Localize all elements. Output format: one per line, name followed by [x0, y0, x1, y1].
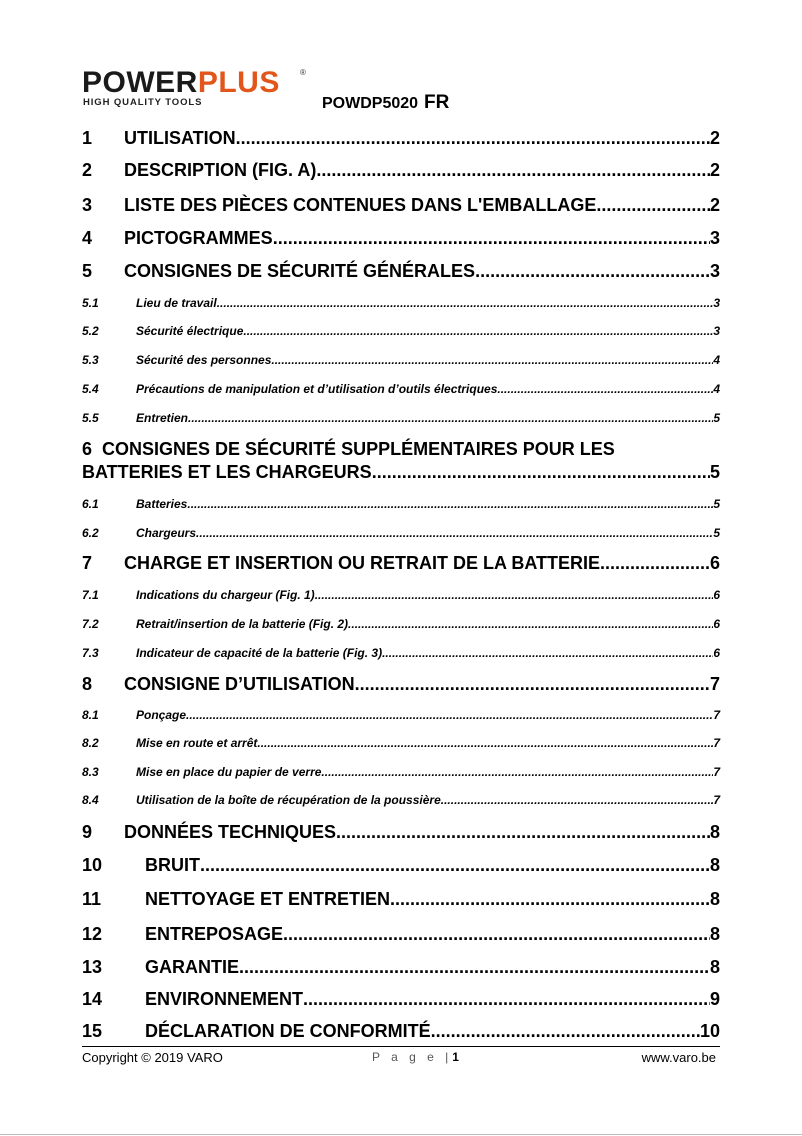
- brand-wordmark: [82, 68, 280, 98]
- toc-number: 7.2: [82, 617, 99, 631]
- toc-page: 2: [709, 128, 720, 148]
- toc-page: 8: [709, 924, 720, 944]
- toc-entry-7-3[interactable]: [82, 646, 720, 662]
- toc-page: 2: [709, 160, 720, 180]
- toc-leader: [497, 382, 713, 396]
- toc-page: 5: [713, 497, 720, 511]
- toc-entry-10[interactable]: [82, 855, 720, 879]
- toc-title: Entretien: [136, 411, 189, 425]
- toc-page: 3: [709, 261, 720, 281]
- toc-leader: [283, 924, 710, 945]
- toc-leader: [355, 674, 710, 695]
- toc-page: 7: [713, 736, 720, 750]
- toc-entry-5[interactable]: [82, 261, 720, 285]
- toc-leader: [348, 617, 713, 631]
- toc-entry-8-1[interactable]: [82, 708, 720, 724]
- toc-page: 8: [709, 855, 720, 875]
- toc-entry-14[interactable]: [82, 989, 720, 1013]
- toc-entry-13[interactable]: [82, 957, 720, 981]
- toc-title: Retrait/insertion de la batterie (Fig. 2): [136, 617, 349, 631]
- toc-title: Utilisation de la boîte de récupération de la poussière: [136, 793, 441, 807]
- toc-page: 7: [709, 674, 720, 694]
- toc-title: Chargeurs: [136, 526, 197, 540]
- model-number: POWDP5020: [322, 95, 419, 112]
- toc-number: 6: [82, 439, 93, 459]
- toc-number: 13: [82, 957, 103, 977]
- toc-number: 10: [82, 855, 103, 875]
- toc-leader: [236, 128, 710, 149]
- toc-leader: [441, 793, 714, 807]
- brand-tagline: HIGH QUALITY TOOLS: [83, 97, 203, 108]
- toc-page: 6: [713, 588, 720, 602]
- toc-number: 2: [82, 160, 93, 180]
- toc-title: DONNÉES TECHNIQUES: [124, 822, 337, 842]
- toc-page: 6: [713, 617, 720, 631]
- footer-page-label: P a g e |: [372, 1050, 453, 1064]
- toc-title: DÉCLARATION DE CONFORMITÉ: [145, 1021, 431, 1041]
- toc-page: 3: [713, 296, 720, 310]
- toc-number: 6.1: [82, 497, 99, 511]
- toc-page: 7: [713, 793, 720, 807]
- toc-leader: [273, 228, 710, 249]
- toc-entry-3[interactable]: [82, 195, 720, 219]
- toc-title: Indicateur de capacité de la batterie (Fig. 3): [136, 646, 383, 660]
- toc-leader: [196, 526, 713, 540]
- toc-number: 8: [82, 674, 93, 694]
- footer-website: www.varo.be: [641, 1050, 716, 1065]
- toc-leader: [321, 765, 713, 779]
- toc-page: 8: [709, 889, 720, 909]
- toc-title: Sécurité des personnes: [136, 353, 272, 367]
- toc-leader: [475, 261, 710, 282]
- toc-number: 7.1: [82, 588, 99, 602]
- toc-entry-5-1[interactable]: [82, 296, 720, 312]
- toc-number: 8.1: [82, 708, 99, 722]
- toc-page: 8: [709, 957, 720, 977]
- toc-title: Ponçage: [136, 708, 187, 722]
- toc-page: 7: [713, 765, 720, 779]
- brand-wordmark-part1: POWER: [82, 66, 198, 99]
- toc-leader: [336, 822, 710, 843]
- toc-number: 6.2: [82, 526, 99, 540]
- page-bottom-edge: [0, 1134, 802, 1135]
- toc-page: 9: [709, 989, 720, 1009]
- toc-title: Sécurité électrique: [136, 324, 244, 338]
- toc-page: 4: [713, 353, 720, 367]
- toc-entry-5-4[interactable]: [82, 382, 720, 398]
- toc-leader: [200, 855, 710, 876]
- toc-page: 6: [713, 646, 720, 660]
- footer-divider: [82, 1046, 720, 1047]
- toc-number: 14: [82, 989, 103, 1009]
- toc-leader: [596, 195, 710, 216]
- toc-leader: [186, 708, 713, 722]
- toc-entry-7[interactable]: [82, 553, 720, 577]
- toc-leader: [188, 411, 713, 425]
- toc-number: 11: [82, 889, 102, 909]
- toc-leader: [271, 353, 713, 367]
- toc-title: NETTOYAGE ET ENTRETIEN: [145, 889, 391, 909]
- toc-number: 5.5: [82, 411, 99, 425]
- toc-entry-15[interactable]: [82, 1021, 720, 1045]
- toc-leader: [239, 957, 710, 978]
- toc-number: 8.2: [82, 736, 99, 750]
- toc-entry-8-2[interactable]: [82, 736, 720, 752]
- toc-title: Batteries: [136, 497, 188, 511]
- toc-number: 3: [82, 195, 93, 215]
- toc-number: 8.4: [82, 793, 99, 807]
- toc-entry-8-4[interactable]: [82, 793, 720, 809]
- toc-page: 5: [713, 411, 720, 425]
- toc-title: CHARGE ET INSERTION OU RETRAIT DE LA BATTERIE: [124, 553, 601, 573]
- toc-page: 2: [709, 195, 720, 215]
- toc-page: 4: [713, 382, 720, 396]
- toc-leader: [217, 296, 714, 310]
- toc-number: 5.3: [82, 353, 99, 367]
- toc-number: 5.4: [82, 382, 99, 396]
- toc-number: 5.2: [82, 324, 99, 338]
- toc-entry-4[interactable]: [82, 228, 720, 252]
- toc-title: ENVIRONNEMENT: [145, 989, 304, 1009]
- toc-entry-8[interactable]: [82, 674, 720, 698]
- toc-entry-6-2[interactable]: [82, 526, 720, 542]
- toc-title: PICTOGRAMMES: [124, 228, 273, 248]
- toc-leader: [431, 1021, 700, 1042]
- toc-leader: [390, 889, 710, 910]
- toc-entry-11[interactable]: [82, 889, 720, 913]
- toc-number: 4: [82, 228, 93, 248]
- toc-page: 10: [699, 1021, 720, 1041]
- toc-title: Mise en route et arrêt: [136, 736, 258, 750]
- toc-entry-6-line1[interactable]: [82, 439, 720, 463]
- footer-page-indicator: [372, 1050, 459, 1064]
- language-code: FR: [424, 92, 450, 113]
- toc-title: Mise en place du papier de verre: [136, 765, 322, 779]
- toc-leader: [257, 736, 713, 750]
- toc-page: 6: [709, 553, 720, 573]
- toc-page: 3: [713, 324, 720, 338]
- toc-title: LISTE DES PIÈCES CONTENUES DANS L'EMBALLAGE: [124, 195, 597, 215]
- toc-number: 1: [82, 128, 93, 148]
- toc-entry-1[interactable]: [82, 128, 720, 152]
- toc-leader: [243, 324, 713, 338]
- toc-entry-9[interactable]: [82, 822, 720, 846]
- toc-title: Indications du chargeur (Fig. 1): [136, 588, 315, 602]
- toc-title: CONSIGNES DE SÉCURITÉ SUPPLÉMENTAIRES POUR LES: [102, 439, 615, 459]
- toc-entry-8-3[interactable]: [82, 765, 720, 781]
- toc-leader: [382, 646, 713, 660]
- toc-leader: [315, 588, 714, 602]
- footer-copyright: Copyright © 2019 VARO: [82, 1050, 223, 1065]
- toc-title: DESCRIPTION (FIG. A): [124, 160, 317, 180]
- toc-number: 7: [82, 553, 93, 573]
- toc-title: Précautions de manipulation et d’utilisation d’outils électriques: [136, 382, 498, 396]
- toc-title: ENTREPOSAGE: [145, 924, 284, 944]
- toc-title: BATTERIES ET LES CHARGEURS: [82, 462, 372, 482]
- toc-number: 8.3: [82, 765, 99, 779]
- toc-entry-2[interactable]: [82, 160, 720, 184]
- brand-logo: [82, 68, 312, 110]
- toc-leader: [372, 462, 710, 483]
- toc-title: CONSIGNE D’UTILISATION: [124, 674, 355, 694]
- brand-registered-mark: ®: [300, 68, 306, 77]
- toc-number: 5.1: [82, 296, 99, 310]
- toc-entry-6-line2[interactable]: [82, 462, 720, 486]
- toc-title: Lieu de travail: [136, 296, 217, 310]
- toc-entry-5-2[interactable]: [82, 324, 720, 340]
- toc-page: 8: [709, 822, 720, 842]
- toc-entry-12[interactable]: [82, 924, 720, 948]
- toc-leader: [316, 160, 710, 181]
- toc-entry-6-1[interactable]: [82, 497, 720, 513]
- model-heading: [322, 92, 449, 114]
- toc-leader: [600, 553, 710, 574]
- brand-wordmark-part2: PLUS: [197, 66, 280, 99]
- toc-entry-5-5[interactable]: [82, 411, 720, 427]
- toc-leader: [303, 989, 710, 1010]
- footer-page-number: 1: [452, 1050, 459, 1064]
- toc-leader: [187, 497, 713, 511]
- toc-title: UTILISATION: [124, 128, 236, 148]
- toc-number: 7.3: [82, 646, 99, 660]
- toc-entry-7-1[interactable]: [82, 588, 720, 604]
- toc-entry-7-2[interactable]: [82, 617, 720, 633]
- toc-page: 3: [709, 228, 720, 248]
- toc-page: 7: [713, 708, 720, 722]
- toc-number: 15: [82, 1021, 103, 1041]
- toc-title: BRUIT: [145, 855, 200, 875]
- toc-number: 5: [82, 261, 93, 281]
- toc-number: 9: [82, 822, 93, 842]
- toc-page: 5: [709, 462, 720, 482]
- toc-title: CONSIGNES DE SÉCURITÉ GÉNÉRALES: [124, 261, 476, 281]
- toc-page: 5: [713, 526, 720, 540]
- toc-title: GARANTIE: [145, 957, 239, 977]
- toc-entry-5-3[interactable]: [82, 353, 720, 369]
- toc-number: 12: [82, 924, 103, 944]
